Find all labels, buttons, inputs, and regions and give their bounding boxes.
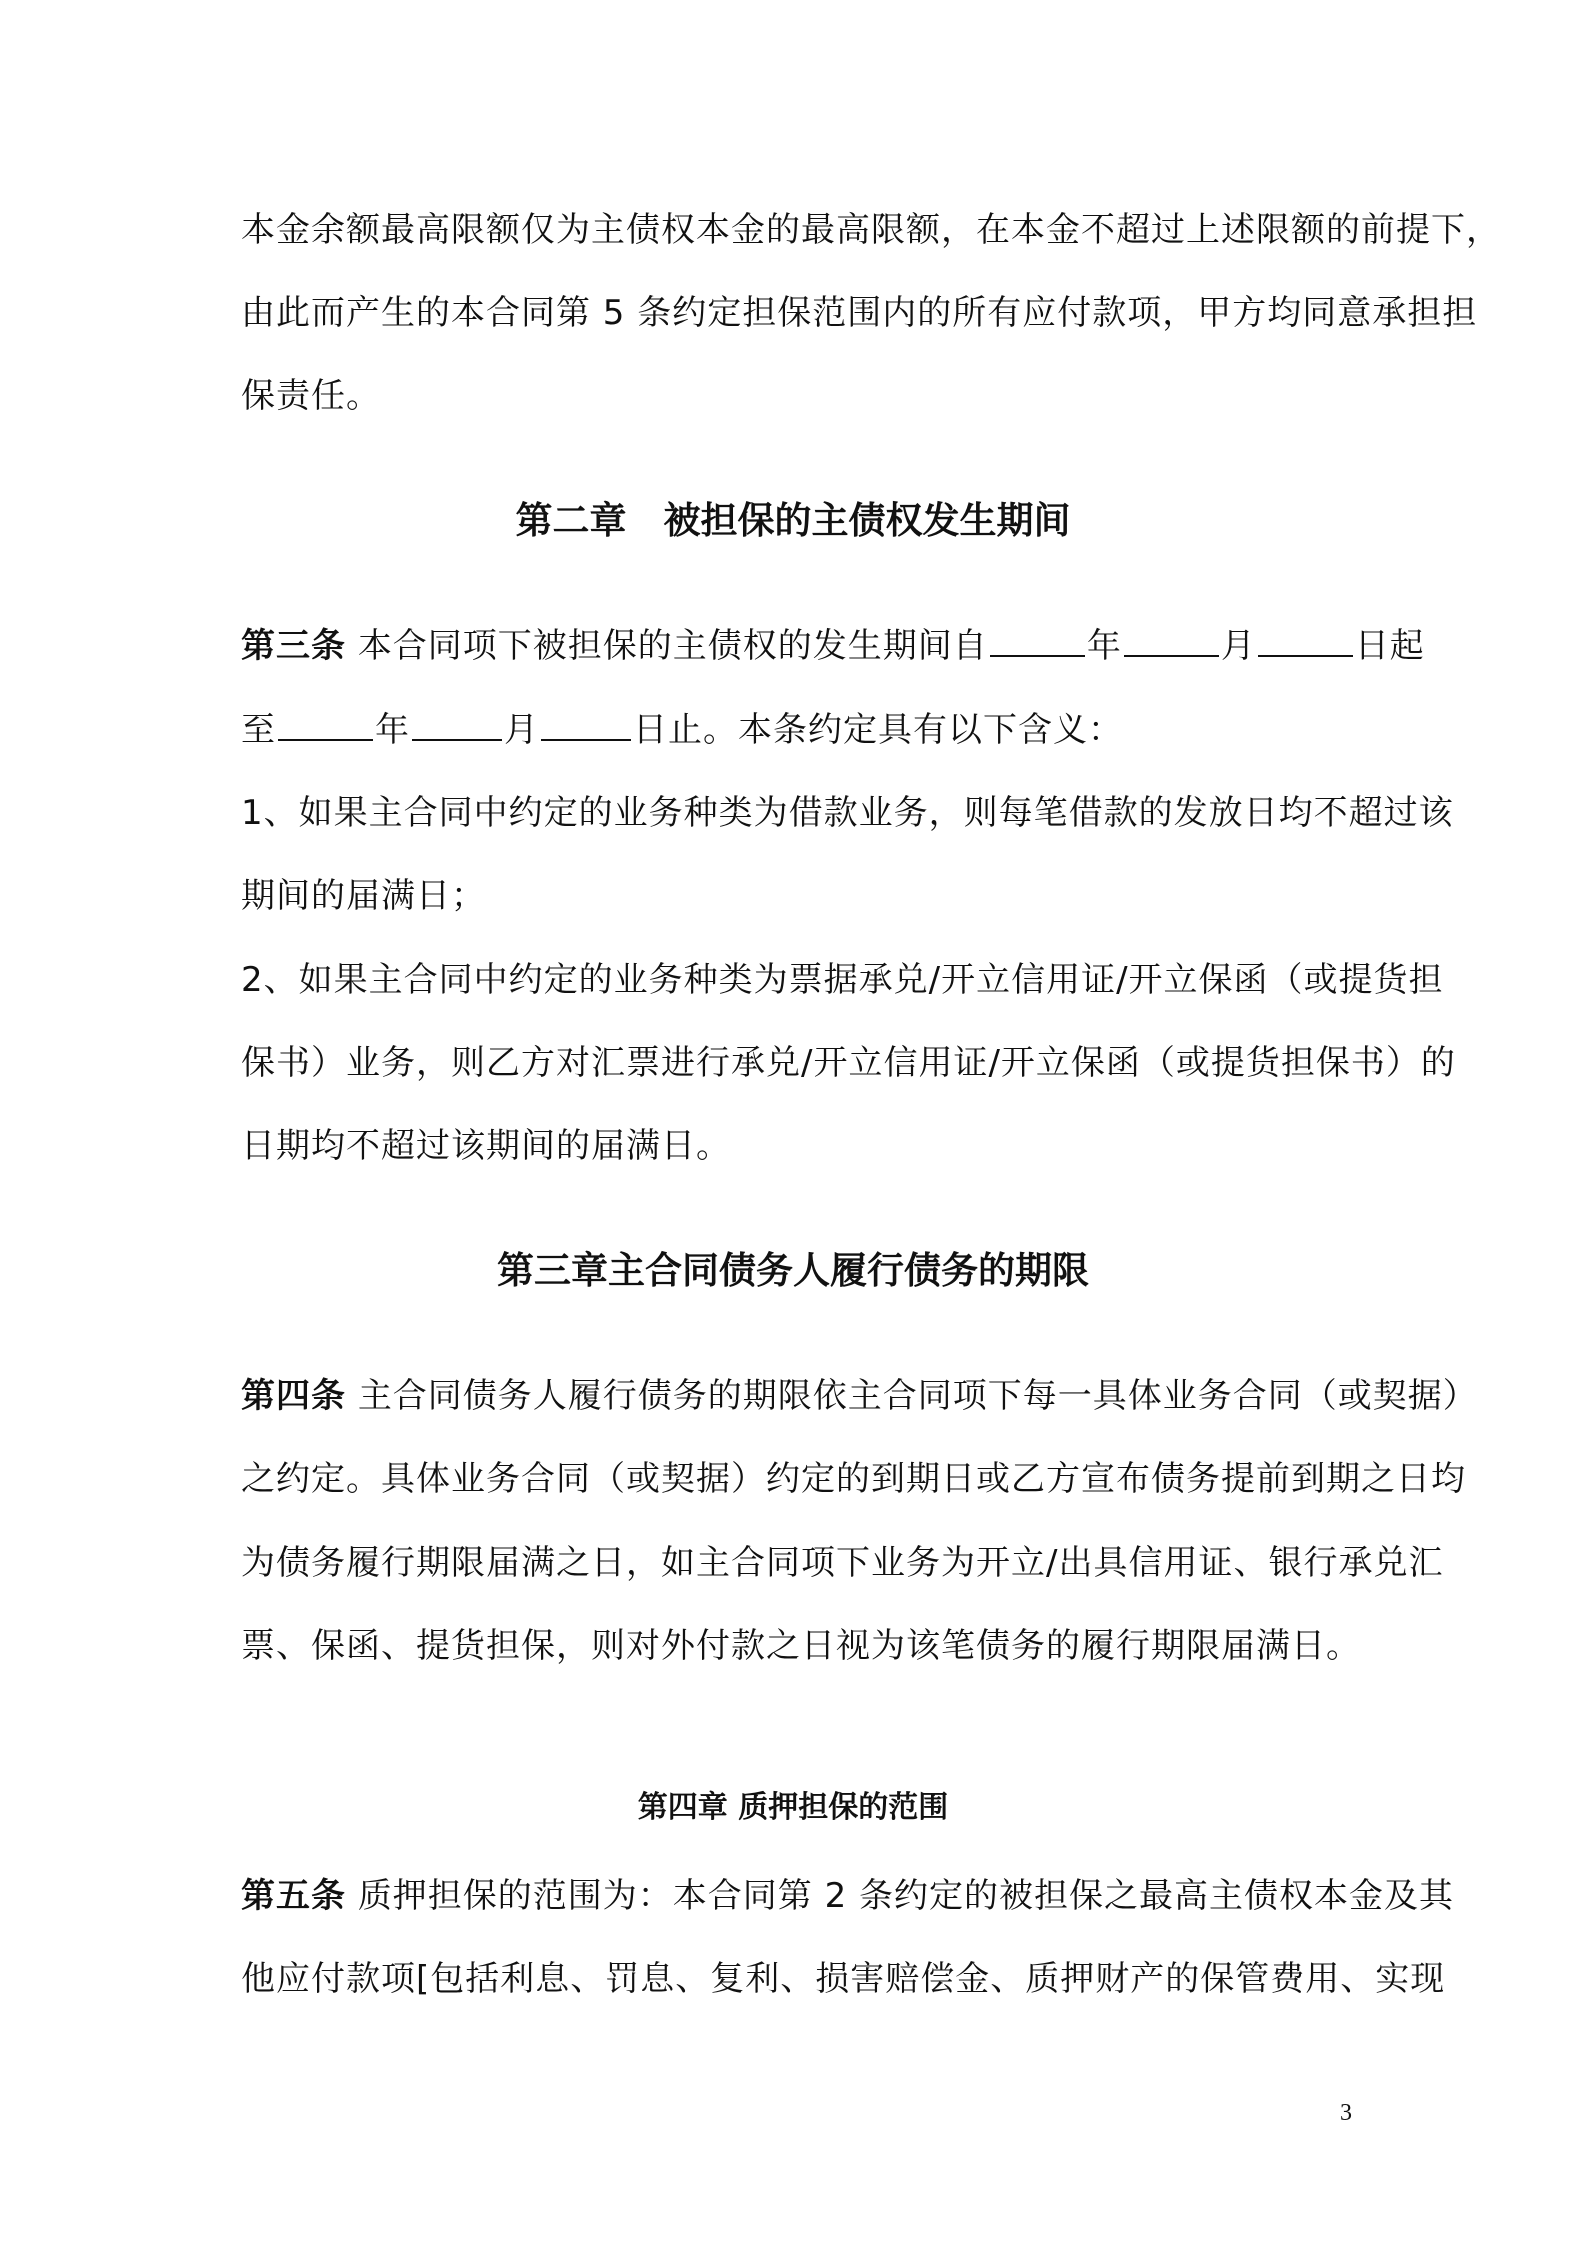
article-3-label: 第三条 (241, 626, 346, 666)
article-5-line2: 他应付款项[包括利息、罚息、复利、损害赔偿金、质押财产的保管费用、实现 (241, 1959, 1446, 1999)
para1-line1: 本金余额最高限额仅为主债权本金的最高限额，在本金不超过上述限额的前提下， (241, 210, 1501, 250)
year-label: 年 (1086, 626, 1122, 666)
article-4-line1 (241, 1374, 1478, 1418)
article-3-item2-line3: 日期均不超过该期间的届满日。 (241, 1126, 731, 1166)
article-3-item2-line1: 2、如果主合同中约定的业务种类为票据承兑/开立信用证/开立保函（或提货担 (241, 960, 1444, 1000)
chapter-3-title: 第三章主合同债务人履行债务的期限 (497, 1249, 1089, 1292)
month-label: 月 (1220, 626, 1256, 666)
article-3-item1-line2: 期间的届满日； (241, 876, 486, 916)
article-4-label: 第四条 (241, 1376, 346, 1416)
date-blank-from-day (1258, 625, 1353, 657)
date-blank-to-month (412, 709, 502, 741)
chapter-4-title: 第四章 质押担保的范围 (637, 1790, 949, 1825)
month-label: 月 (504, 710, 539, 750)
article-3-item1-line1: 1、如果主合同中约定的业务种类为借款业务，则每笔借款的发放日均不超过该 (241, 793, 1454, 833)
article-3-line1 (241, 624, 1425, 668)
page-number: 3 (1340, 2100, 1352, 2126)
date-blank-from-month (1124, 625, 1219, 657)
article-5-text: 质押担保的范围为：本合同第 2 条约定的被担保之最高主债权本金及其 (357, 1876, 1455, 1916)
day-until-label: 日止。本条约定具有以下含义： (633, 710, 1123, 750)
to-label: 至 (241, 710, 276, 750)
year-label: 年 (375, 710, 410, 750)
para1-line3: 保责任。 (241, 376, 381, 416)
article-4-text: 主合同债务人履行债务的期限依主合同项下每一具体业务合同（或契据） (357, 1376, 1478, 1416)
para1-line2: 由此而产生的本合同第 5 条约定担保范围内的所有应付款项，甲方均同意承担担 (241, 293, 1478, 333)
article-4-line2: 之约定。具体业务合同（或契据）约定的到期日或乙方宣布债务提前到期之日均 (241, 1459, 1466, 1499)
chapter-2-title: 第二章 被担保的主债权发生期间 (515, 499, 1071, 542)
article-3-text: 本合同项下被担保的主债权的发生期间自 (357, 626, 988, 666)
article-3-line2 (241, 708, 1381, 752)
date-blank-to-year (278, 709, 373, 741)
article-5-label: 第五条 (241, 1876, 346, 1916)
date-blank-to-day (541, 709, 631, 741)
article-5-line1 (241, 1874, 1455, 1918)
day-from-label: 日起 (1354, 626, 1425, 666)
date-blank-from-year (990, 625, 1085, 657)
article-3-item2-line2: 保书）业务，则乙方对汇票进行承兑/开立信用证/开立保函（或提货担保书）的 (241, 1043, 1456, 1083)
article-4-line4: 票、保函、提货担保，则对外付款之日视为该笔债务的履行期限届满日。 (241, 1626, 1361, 1666)
article-4-line3: 为债务履行期限届满之日，如主合同项下业务为开立/出具信用证、银行承兑汇 (241, 1543, 1444, 1583)
